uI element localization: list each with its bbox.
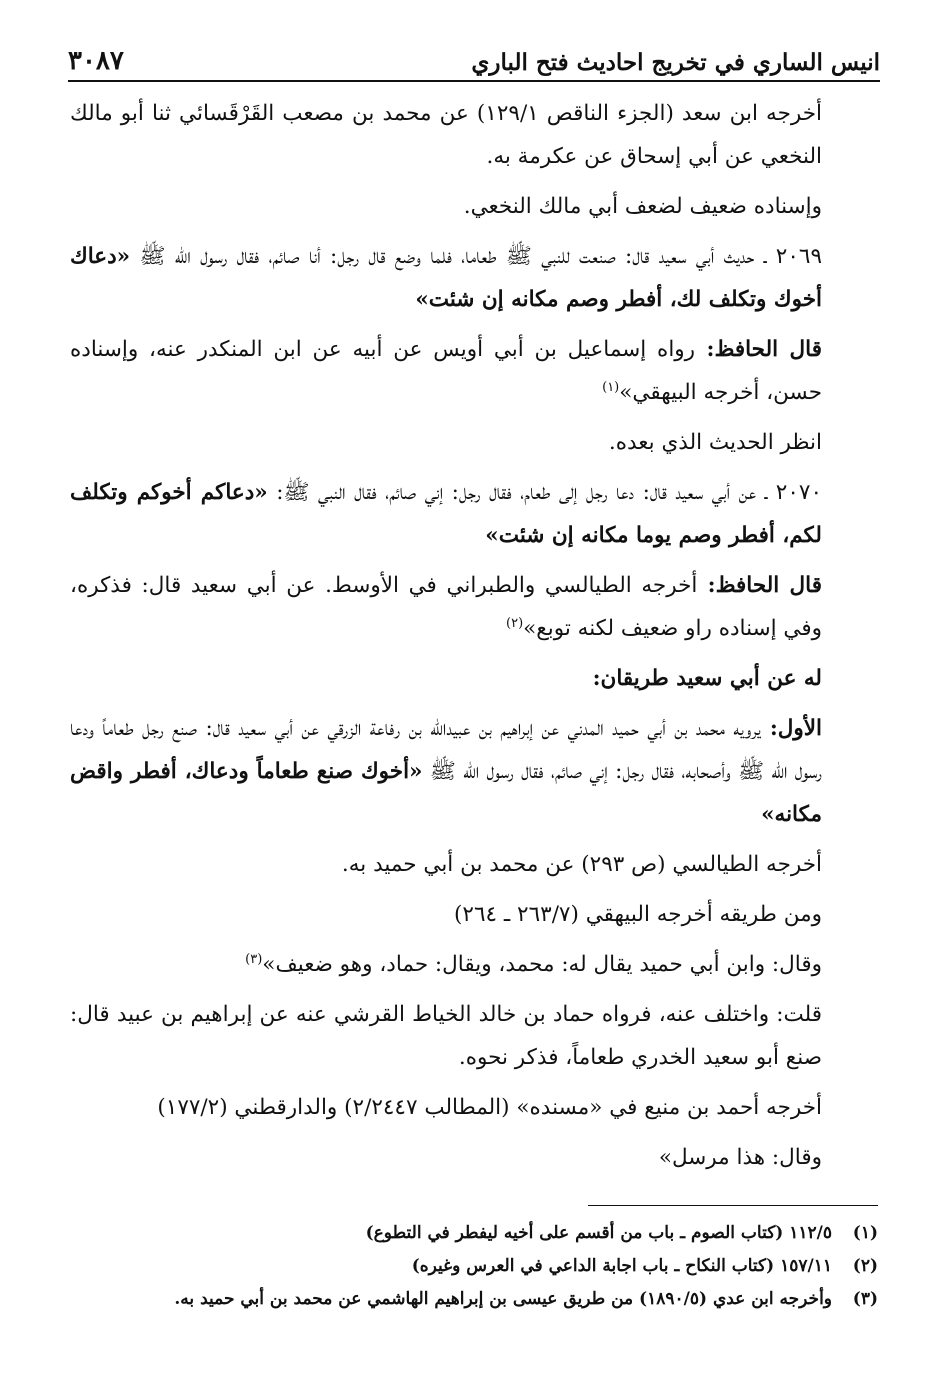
footnote: [70, 1283, 878, 1316]
paragraph: [70, 843, 878, 886]
bold-text: قال الحافظ:: [697, 573, 823, 598]
bold-text: «دعاك أخوك وتكلف لك، أفطر وصم مكانه إن شئت»: [70, 244, 822, 312]
paragraph: [70, 993, 878, 1079]
footnote-divider: [588, 1205, 878, 1206]
text-segment: ٢٠٧٠ ـ عن أبي سعيد قال: دعا رجل إلى طعام، فقال رجل: إني صائم، فقال النبي ﷺ:: [267, 480, 822, 505]
paragraph: [70, 1136, 878, 1179]
running-header: [68, 36, 880, 82]
text-segment: قلت: واختلف عنه، فرواه حماد بن خالد الخياط القرشي عنه عن إبراهيم بن عبيد قال: صنع أبو سعيد الخدري طعاماً، فذكر نحوه.: [70, 1002, 822, 1070]
text-segment: وقال: وابن أبي حميد يقال له: محمد، ويقال: حماد، وهو ضعيف»: [262, 952, 822, 977]
footnote: [70, 1250, 878, 1283]
text-segment: رواه إسماعيل بن أبي أويس عن أبيه عن ابن المنكدر عنه، وإسناده حسن، أخرجه البيهقي»: [70, 337, 822, 405]
footnote-text: ١٥٧/١١ (كتاب النكاح ـ باب اجابة الداعي في العرس وغيره): [411, 1256, 832, 1276]
paragraph: [70, 1086, 878, 1129]
main-text: [70, 92, 878, 1186]
text-segment: انظر الحديث الذي بعده.: [608, 430, 822, 455]
paragraph: [70, 471, 878, 557]
footnote-number: (١): [852, 1223, 878, 1243]
paragraph: [70, 943, 878, 986]
text-segment: وقال: هذا مرسل»: [658, 1145, 822, 1170]
footnote-ref: (١): [602, 379, 620, 395]
text-segment: أخرجه الطيالسي (ص ٢٩٣) عن محمد بن أبي حميد به.: [341, 852, 822, 877]
paragraph: [70, 893, 878, 936]
text-segment: ٢٠٦٩ ـ حديث أبي سعيد قال: صنعت للنبي ﷺ طعاما، فلما وضع قال رجل: أنا صائم، فقال رسول الله ﷺ: [130, 244, 822, 269]
paragraph: [70, 185, 878, 228]
footnotes: [70, 1217, 878, 1316]
paragraph: [70, 328, 878, 414]
paragraph: [70, 92, 878, 178]
bold-text: الأول:: [760, 716, 822, 741]
page-number: ٣٠٨٧: [68, 46, 124, 76]
bold-text: قال الحافظ:: [695, 337, 822, 362]
footnote-ref: (٣): [245, 951, 263, 967]
footnote: [70, 1217, 878, 1250]
bold-text: «دعاكم أخوكم وتكلف لكم، أفطر وصم يوما مكانه إن شئت»: [70, 480, 822, 548]
paragraph: [70, 564, 878, 650]
book-title: انيس الساري في تخريج احاديث فتح الباري: [471, 49, 880, 76]
bold-text: «أخوك صنع طعاماً ودعاك، أفطر واقض مكانه»: [70, 759, 822, 827]
paragraph: [70, 657, 878, 700]
text-segment: أخرجه الطيالسي والطبراني في الأوسط. عن أبي سعيد قال: فذكره، وفي إسناده راو ضعيف لكنه توبع»: [70, 573, 822, 641]
paragraph: [70, 707, 878, 836]
text-segment: أخرجه أحمد بن منيع في «مسنده» (المطالب ٢/٢٤٤٧) والدارقطني (١٧٧/٢): [157, 1095, 822, 1120]
bold-text: له عن أبي سعيد طريقان:: [592, 666, 822, 691]
footnote-ref: (٢): [506, 615, 524, 631]
footnote-text: ١١٢/٥ (كتاب الصوم ـ باب من أقسم على أخيه ليفطر في التطوع): [365, 1223, 832, 1243]
footnote-number: (٣): [852, 1289, 878, 1309]
paragraph: [70, 235, 878, 321]
text-segment: وإسناده ضعيف لضعف أبي مالك النخعي.: [463, 194, 822, 219]
text-segment: يرويه محمد بن أبي حميد المدني عن إبراهيم بن عبيدالله بن رفاعة الزرقي عن أبي سعيد قال: صنع رجل طعاماً ودعا رسول الله ﷺ وأصحابه، فقال رجل: إني صائم، فقال رسول الله ﷺ: [70, 716, 822, 784]
footnote-text: وأخرجه ابن عدي (١٨٩٠/٥) من طريق عيسى بن إبراهيم الهاشمي عن محمد بن أبي حميد به.: [174, 1289, 832, 1309]
text-segment: ومن طريقه أخرجه البيهقي (٢٦٣/٧ ـ ٢٦٤): [454, 902, 822, 927]
text-segment: أخرجه ابن سعد (الجزء الناقص ١٢٩/١) عن محمد بن مصعب القَرْقَسائي ثنا أبو مالك النخعي عن أبي إسحاق عن عكرمة به.: [70, 101, 822, 169]
paragraph: [70, 421, 878, 464]
footnote-number: (٢): [852, 1256, 878, 1276]
